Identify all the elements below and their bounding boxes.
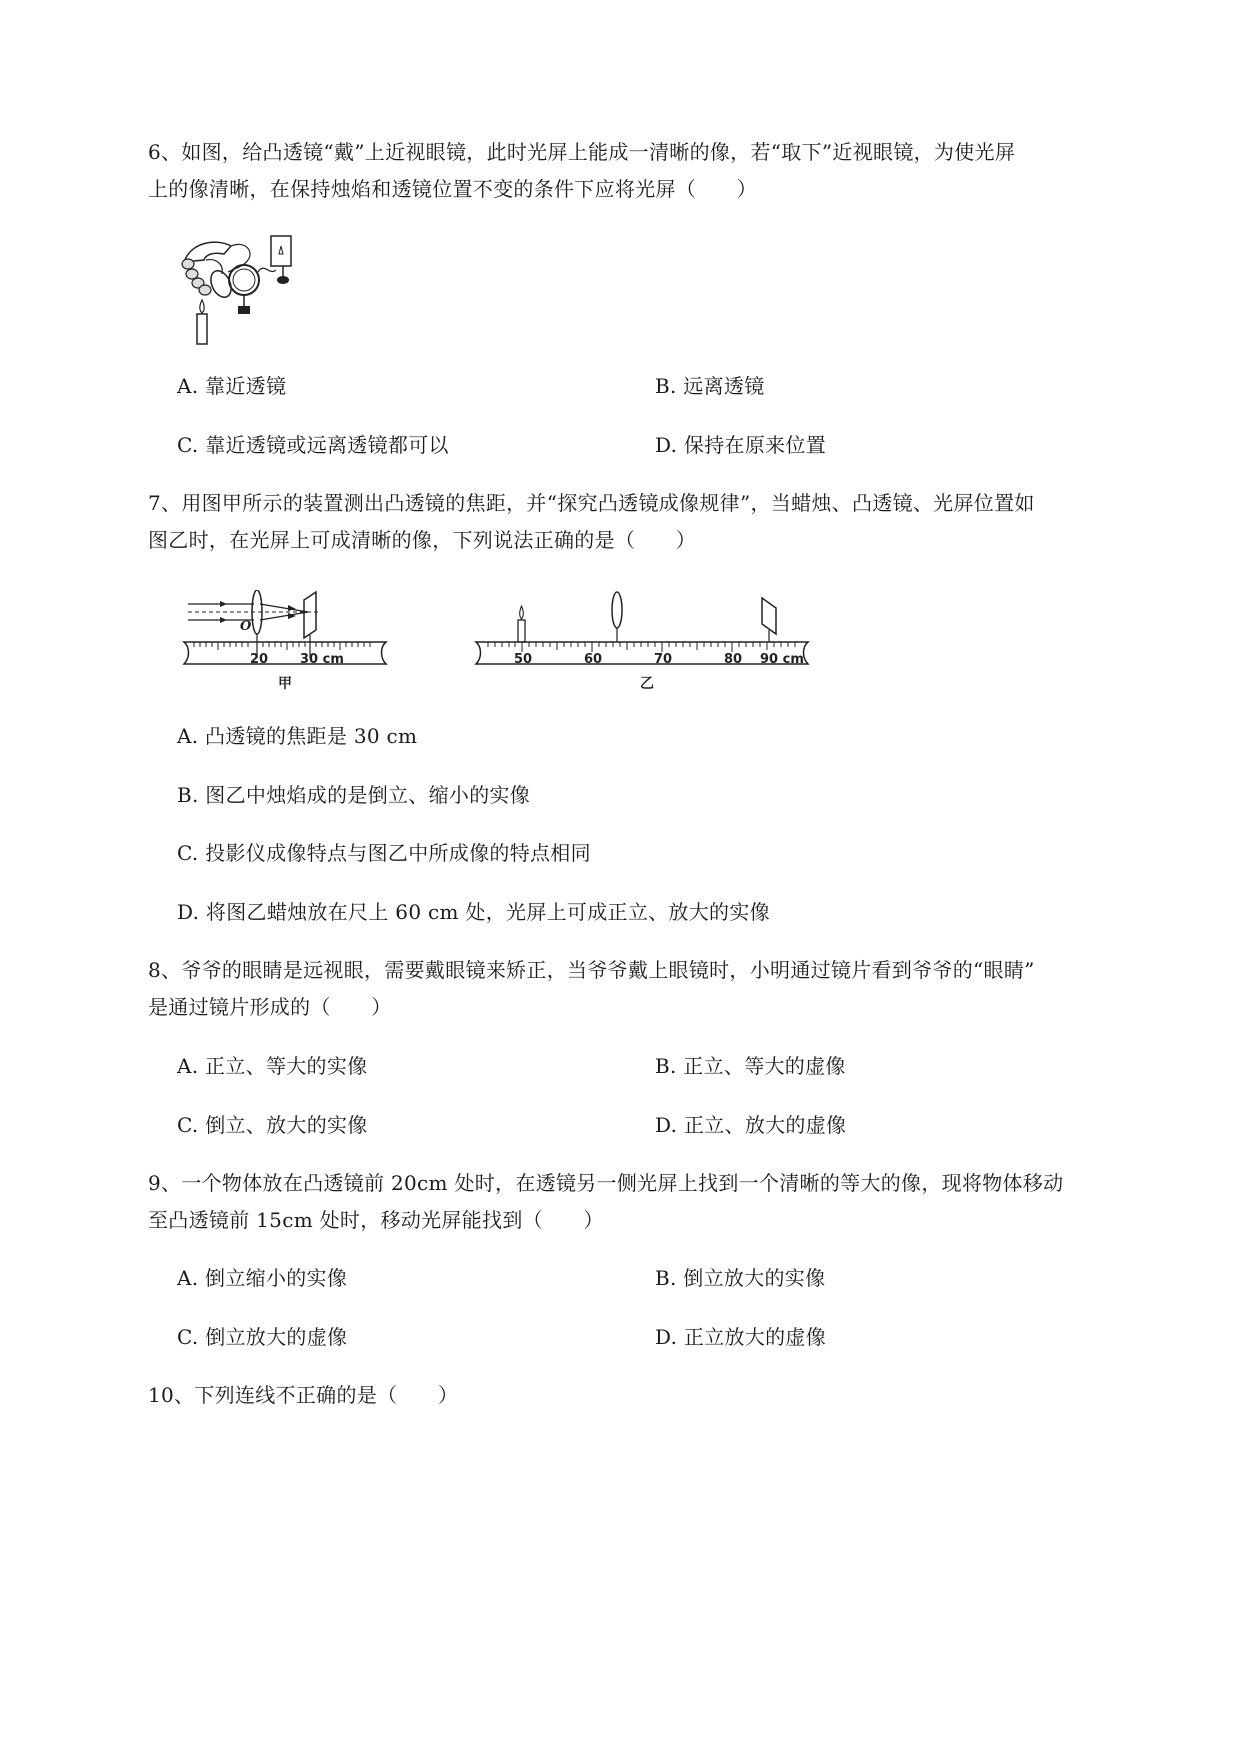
q6-figure-lens-glasses-candle [176,232,336,347]
q7-figure-yi [470,590,820,700]
q7-yi-tick-50: 50 [514,652,533,667]
q7-yi-caption: 乙 [640,676,654,692]
q6-stem-line2: 上的像清晰，在保持烛焰和透镜位置不变的条件下应将光屏（ ） [148,177,757,201]
q7-figure-jia [180,590,395,700]
q8-option-c: C. 倒立、放大的实像 [177,1113,368,1137]
q6-option-d: D. 保持在原来位置 [655,433,827,457]
q7-yi-tick-70: 70 [654,652,673,667]
q8-stem-line1: 8、爷爷的眼睛是远视眼，需要戴眼镜来矫正，当爷爷戴上眼镜时，小明通过镜片看到爷爷的“眼睛” [148,958,1035,982]
q6-stem-line1: 6、如图，给凸透镜“戴”上近视眼镜，此时光屏上能成一清晰的像，若“取下”近视眼镜，为使光屏 [148,140,1016,164]
q9-option-d: D. 正立放大的虚像 [655,1325,827,1349]
q6-option-a: A. 靠近透镜 [177,374,287,398]
q6-option-c: C. 靠近透镜或远离透镜都可以 [177,433,449,457]
q7-yi-tick-80: 80 [724,652,743,667]
q7-jia-caption: 甲 [278,676,292,692]
q8-option-b: B. 正立、等大的虚像 [655,1054,846,1078]
q7-stem-line1: 7、用图甲所示的装置测出凸透镜的焦距，并“探究凸透镜成像规律”，当蜡烛、凸透镜、光屏位置如 [148,491,1035,515]
q9-option-c: C. 倒立放大的虚像 [177,1325,348,1349]
q7-yi-tick-60: 60 [584,652,603,667]
q7-option-d: D. 将图乙蜡烛放在尺上 60 cm 处，光屏上可成正立、放大的实像 [177,900,770,924]
q7-option-b: B. 图乙中烛焰成的是倒立、缩小的实像 [177,783,531,807]
q9-stem-line2: 至凸透镜前 15cm 处时，移动光屏能找到（ ） [148,1208,604,1232]
q7-jia-tick-30: 30 cm [300,652,344,667]
q8-stem-line2: 是通过镜片形成的（ ） [148,995,392,1019]
q6-option-b: B. 远离透镜 [655,374,765,398]
q10-stem-line1: 10、下列连线不正确的是（ ） [148,1383,459,1407]
q8-option-a: A. 正立、等大的实像 [177,1054,368,1078]
q7-yi-tick-90: 90 cm [760,652,804,667]
q7-stem-line2: 图乙时，在光屏上可成清晰的像，下列说法正确的是（ ） [148,528,697,552]
q7-option-a: A. 凸透镜的焦距是 30 cm [177,724,418,748]
q7-jia-tick-20: 20 [250,652,269,667]
q9-stem-line1: 9、一个物体放在凸透镜前 20cm 处时，在透镜另一侧光屏上找到一个清晰的等大的像，现将物体移动 [148,1171,1064,1195]
q9-option-a: A. 倒立缩小的实像 [177,1266,348,1290]
q7-jia-origin-label: O [240,619,252,634]
q7-option-c: C. 投影仪成像特点与图乙中所成像的特点相同 [177,841,591,865]
q8-option-d: D. 正立、放大的虚像 [655,1113,847,1137]
q9-option-b: B. 倒立放大的实像 [655,1266,826,1290]
